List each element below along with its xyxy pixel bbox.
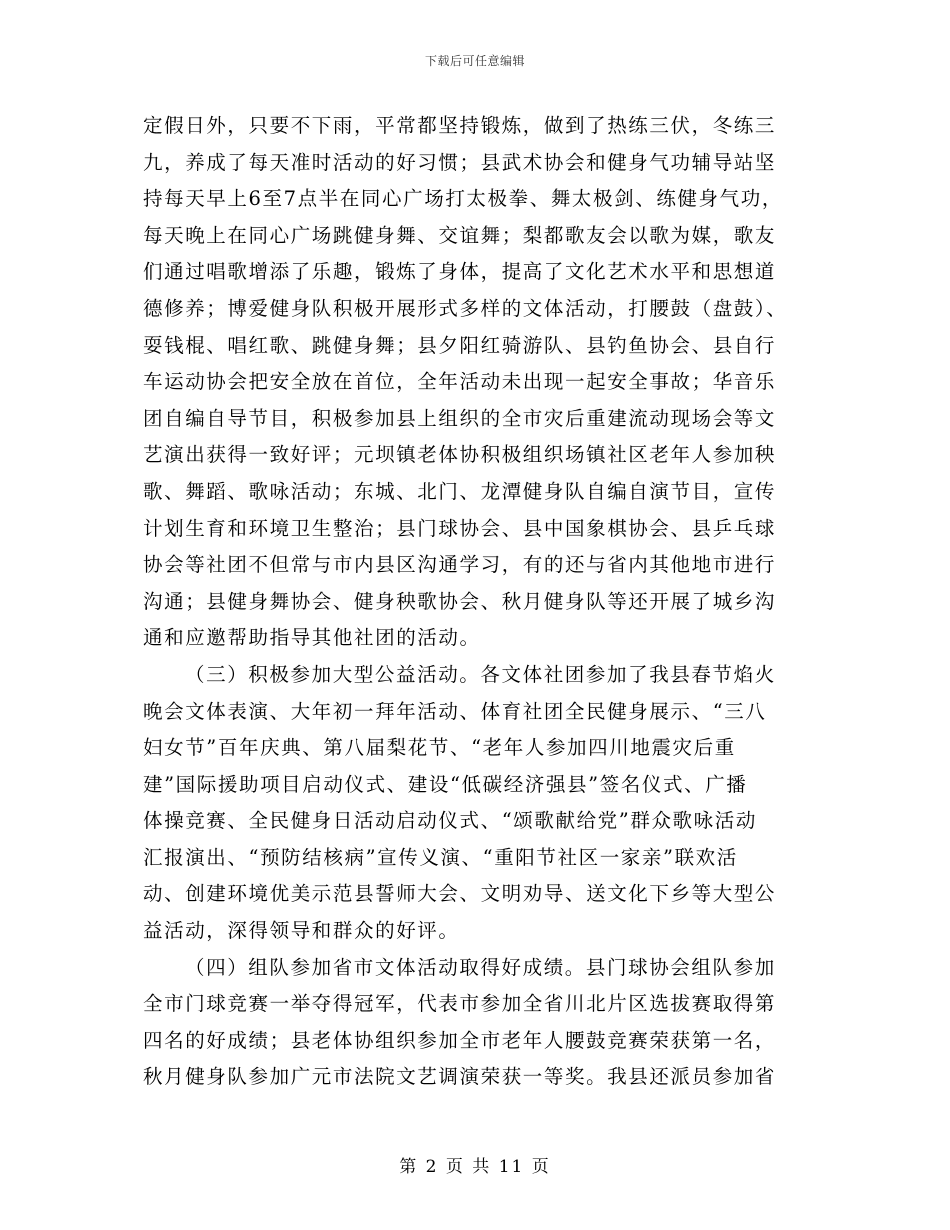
text-line: 沟通；县健身舞协会、健身秧歌协会、秋月健身队等还开展了城乡沟 — [143, 589, 777, 613]
text-line: 们通过唱歌增添了乐趣，锻炼了身体，提高了文化艺术水平和思想道 — [143, 260, 777, 284]
text-line: 益活动，深得领导和群众的好评。 — [143, 919, 460, 943]
text-line: 歌、舞蹈、歌咏活动；东城、北门、龙潭健身队自编自演节目，宣传 — [143, 479, 777, 503]
text-line: 妇女节”百年庆典、第八届梨花节、“老年人参加四川地震灾后重 — [143, 736, 736, 760]
text-line: 九，养成了每天准时活动的好习惯；县武术协会和健身气功辅导站坚 — [143, 150, 777, 174]
paragraph-start-line: （四）组队参加省市文体活动取得好成绩。县门球协会组队参加 — [185, 955, 776, 979]
text-line: 建”国际援助项目启动仪式、建设“低碳经济强县”签名仪式、广播 — [143, 772, 748, 796]
page-number-footer: 第 2 页 共 11 页 — [399, 1157, 551, 1177]
body-text — [143, 108, 808, 1096]
text-line: 每天晚上在同心广场跳健身舞、交谊舞；梨都歌友会以歌为媒，歌友 — [143, 223, 777, 247]
paragraph-start-line: （三）积极参加大型公益活动。各文体社团参加了我县春节焰火 — [185, 662, 776, 686]
text-line: 艺演出获得一致好评；元坝镇老体协积极组织场镇社区老年人参加秧 — [143, 443, 777, 467]
text-line: 定假日外，只要不下雨，平常都坚持锻炼，做到了热练三伏，冬练三 — [143, 114, 777, 137]
text-line: 车运动协会把安全放在首位，全年活动未出现一起安全事故；华音乐 — [143, 370, 777, 394]
text-line: 全市门球竞赛一举夺得冠军，代表市参加全省川北片区选拔赛取得第 — [143, 992, 777, 1016]
text-line: 秋月健身队参加广元市法院文艺调演荣获一等奖。我县还派员参加省 — [143, 1065, 777, 1089]
text-line: 持每天早上6至7点半在同心广场打太极拳、舞太极剑、练健身气功， — [143, 187, 783, 211]
header-note: 下载后可任意编辑 — [424, 54, 525, 68]
text-line: 体操竞赛、全民健身日活动启动仪式、“颂歌献给党”群众歌咏活动 — [143, 809, 757, 833]
text-line: 动、创建环境优美示范县誓师大会、文明劝导、送文化下乡等大型公 — [143, 882, 777, 906]
text-line: 汇报演出、“预防结核病”宣传义演、“重阳节社区一家亲”联欢活 — [143, 845, 738, 869]
text-line: 团自编自导节目，积极参加县上组织的全市灾后重建流动现场会等文 — [143, 406, 777, 430]
text-line: 四名的好成绩；县老体协组织参加全市老年人腰鼓竞赛荣获第一名， — [143, 1028, 777, 1052]
text-line: 协会等社团不但常与市内县区沟通学习，有的还与省内其他地市进行 — [143, 553, 777, 577]
text-line: 通和应邀帮助指导其他社团的活动。 — [143, 626, 481, 650]
text-line: 计划生育和环境卫生整治；县门球协会、县中国象棋协会、县乒乓球 — [143, 516, 777, 540]
text-line: 晚会文体表演、大年初一拜年活动、体育社团全民健身展示、“三八 — [143, 699, 767, 723]
text-line: 德修养；博爱健身队积极开展形式多样的文体活动，打腰鼓（盘鼓）、 — [143, 296, 788, 320]
text-line: 耍钱棍、唱红歌、跳健身舞；县夕阳红骑游队、县钓鱼协会、县自行 — [143, 333, 777, 357]
